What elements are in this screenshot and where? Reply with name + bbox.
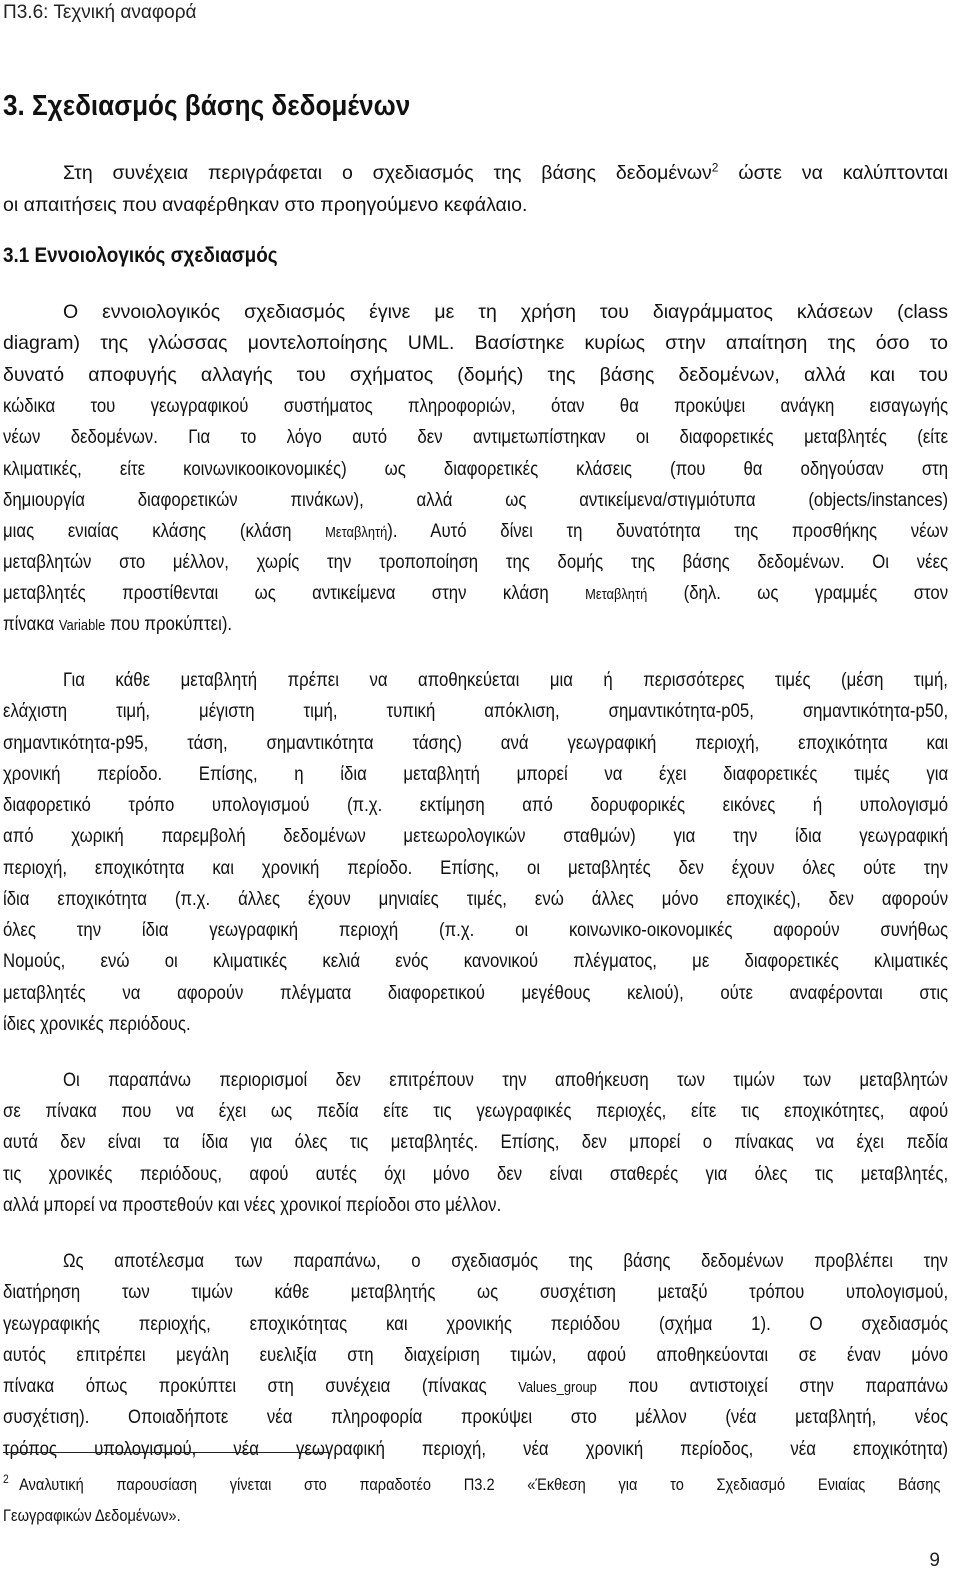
intro-line-2: οι απαιτήσεις που αναφέρθηκαν στο προηγούμενο κεφάλαιο. <box>3 194 528 216</box>
p1-line-11b: που προκύπτει). <box>105 613 233 635</box>
intro-text-b: ώστε να καλύπτονται <box>718 162 948 184</box>
p2-line-8: ίδια εποχικότητα (π.χ. άλλες έχουν μηνιαίες τιμές, ενώ άλλες μόνο εποχικές), δεν αφορούν <box>3 888 949 910</box>
footnote-line-1 <box>3 1474 940 1496</box>
p1-line-2a: diagram) της γλώσσας μοντελοποίησης UML. <box>3 332 475 354</box>
running-header: Π3.6: Τεχνική αναφορά <box>3 2 197 23</box>
p1-line-5: νέων δεδομένων. Για το λόγο αυτό δεν αντιμετωπίστηκαν οι διαφορετικές μεταβλητές (είτε <box>3 426 949 448</box>
p3-line-3: αυτά δεν είναι τα ίδια για όλες τις μεταβλητές. Επίσης, δεν μπορεί ο πίνακας να έχει πεδία <box>3 1131 949 1153</box>
class-name-variable: Μεταβλητή <box>325 524 388 541</box>
p4-line-1: Ως αποτέλεσμα των παραπάνω, ο σχεδιασμός της βάσης δεδομένων προβλέπει την <box>63 1250 948 1272</box>
p1-line-9: μεταβλητών στο μέλλον, χωρίς την τροποποίηση της δομής της βάσης δεδομένων. Οι νέες <box>3 551 949 573</box>
p2-line-1: Για κάθε μεταβλητή πρέπει να αποθηκεύεται μια ή περισσότερες τιμές (μέση τιμή, <box>63 669 948 691</box>
p4-line-3: γεωγραφικής περιοχής, εποχικότητας και χρονικής περιόδου (σχήμα 1). Ο σχεδιασμός <box>3 1313 949 1335</box>
subsection-heading: 3.1 Εννοιολογικός σχεδιασμός <box>3 244 278 267</box>
p1-line-8a: μιας ενιαίας κλάσης (κλάση <box>3 520 326 542</box>
intro-text-a: Στη συνέχεια περιγράφεται ο σχεδιασμός της βάσης δεδομένων <box>63 162 712 184</box>
p1-line-3: δυνατό αποφυγής αλλαγής του σχήματος (δομής) της βάσης δεδομένων, αλλά και του <box>3 364 948 386</box>
p3-line-5: αλλά μπορεί να προστεθούν και νέες χρονικοί περίοδοι στο μέλλον. <box>3 1194 502 1216</box>
p1-line-8 <box>3 518 948 544</box>
p2-line-9: όλες την ίδια γεωγραφική περιοχή (π.χ. οι κοινωνικο-οικονομικές αφορούν συνήθως <box>3 919 949 941</box>
p1-line-6: κλιματικές, είτε κοινωνικοοικονομικές) ως διαφορετικές κλάσεις (που θα οδηγούσαν στη <box>3 458 949 480</box>
p4-line-4: αυτός επιτρέπει μεγάλη ευελιξία στη διαχείριση τιμών, αφού αποθηκεύονται σε έναν μόνο <box>3 1344 949 1366</box>
p2-line-11: μεταβλητές να αφορούν πλέγματα διαφορετικού μεγέθους κελιού), ούτε αναφέρονται στις <box>3 982 949 1004</box>
p2-line-6: από χωρική παρεμβολή δεδομένων μετεωρολογικών σταθμών) για την ίδια γεωγραφική <box>3 825 949 847</box>
section-heading: 3. Σχεδιασμός βάσης δεδομένων <box>3 90 411 122</box>
p2-line-2: ελάχιστη τιμή, μέγιστη τιμή, τυπική απόκλιση, σημαντικότητα-p05, σημαντικότητα-p50, <box>3 700 949 722</box>
p1-line-4: κώδικα του γεωγραφικού συστήματος πληροφοριών, όταν θα προκύψει ανάγκη εισαγωγής <box>3 395 949 417</box>
p2-line-5: διαφορετικό τρόπο υπολογισμού (π.χ. εκτίμηση από δορυφορικές εικόνες ή υπολογισμό <box>3 794 949 816</box>
p2-line-3: σημαντικότητα-p95, τάση, σημαντικότητα τάσης) ανά γεωγραφική περιοχή, εποχικότητα και <box>3 732 949 754</box>
p4-line-5 <box>3 1373 948 1399</box>
p1-line-10a: μεταβλητές προστίθενται ως αντικείμενα στην κλάση <box>3 582 586 604</box>
p3-line-4: τις χρονικές περιόδους, αφού αυτές όχι μόνο δεν είναι σταθερές για όλες τις μεταβλητές, <box>3 1163 949 1185</box>
p1-line-10b: (δηλ. ως γραμμές στον <box>647 582 949 604</box>
table-name-values-group: Values_group <box>518 1379 597 1396</box>
class-name-variable-2: Μεταβλητή <box>585 586 648 603</box>
p1-line-7: δημιουργία διαφορετικών πινάκων), αλλά ως αντικείμενα/στιγμιότυπα (objects/instances) <box>3 489 949 511</box>
p2-line-7: περιοχή, εποχικότητα και χρονική περίοδο. Επίσης, οι μεταβλητές δεν έχουν όλες ούτε την <box>3 857 949 879</box>
p2-line-12: ίδιες χρονικές περιόδους. <box>3 1013 191 1035</box>
page-number: 9 <box>929 1550 940 1571</box>
p2-line-10: Νομούς, ενώ οι κλιματικές κελιά ενός κανονικού πλέγματος, με διαφορετικές κλιματικές <box>3 950 949 972</box>
p1-line-11a: πίνακα <box>3 613 59 635</box>
footnote-separator <box>3 1452 328 1453</box>
footnote-reference: 2 <box>711 160 719 175</box>
footnote-mark: 2 <box>3 1472 9 1487</box>
table-name-variable: Variable <box>58 617 106 634</box>
p4-line-6: συσχέτιση). Οποιαδήποτε νέα πληροφορία προκύψει στο μέλλον (νέα μεταβλητή, νέος <box>3 1406 949 1428</box>
p3-line-1: Οι παραπάνω περιορισμοί δεν επιτρέπουν την αποθήκευση των τιμών των μεταβλητών <box>63 1069 948 1091</box>
p1-line-2b: Βασίστηκε κυρίως στην απαίτηση της όσο το <box>474 332 949 354</box>
p4-line-5b: που αντιστοιχεί στην παραπάνω <box>596 1375 949 1397</box>
p1-line-1: Ο εννοιολογικός σχεδιασμός έγινε με τη χρήση του διαγράμματος κλάσεων (class <box>63 301 948 323</box>
p4-line-5a: πίνακα όπως προκύπτει στη συνέχεια (πίνακας <box>3 1375 519 1397</box>
p1-line-10 <box>3 580 948 606</box>
p3-line-2: σε πίνακα που να έχει ως πεδία είτε τις γεωγραφικές περιοχές, είτε τις εποχικότητες, αφού <box>3 1100 949 1122</box>
footnote-line-2: Γεωγραφικών Δεδομένων». <box>3 1506 181 1525</box>
p2-line-4: χρονική περίοδο. Επίσης, η ίδια μεταβλητή μπορεί να έχει διαφορετικές τιμές για <box>3 763 949 785</box>
p1-line-8b: ). Αυτό δίνει τη δυνατότητα της προσθήκης νέων <box>387 520 949 542</box>
p4-line-7: τρόπος υπολογισμού, νέα γεωγραφική περιοχή, νέα χρονική περίοδος, νέα εποχικότητα) <box>3 1438 949 1460</box>
p4-line-2: διατήρηση των τιμών κάθε μεταβλητής ως συσχέτιση μεταξύ τρόπου υπολογισμού, <box>3 1281 949 1303</box>
p1-line-2 <box>3 330 948 356</box>
intro-line-1 <box>63 160 948 186</box>
footnote-text-1: Αναλυτική παρουσίαση γίνεται στο παραδοτέο Π3.2 «Έκθεση για το Σχεδιασμό Ενιαίας Βάσης <box>19 1475 941 1494</box>
p1-line-11 <box>3 611 232 637</box>
